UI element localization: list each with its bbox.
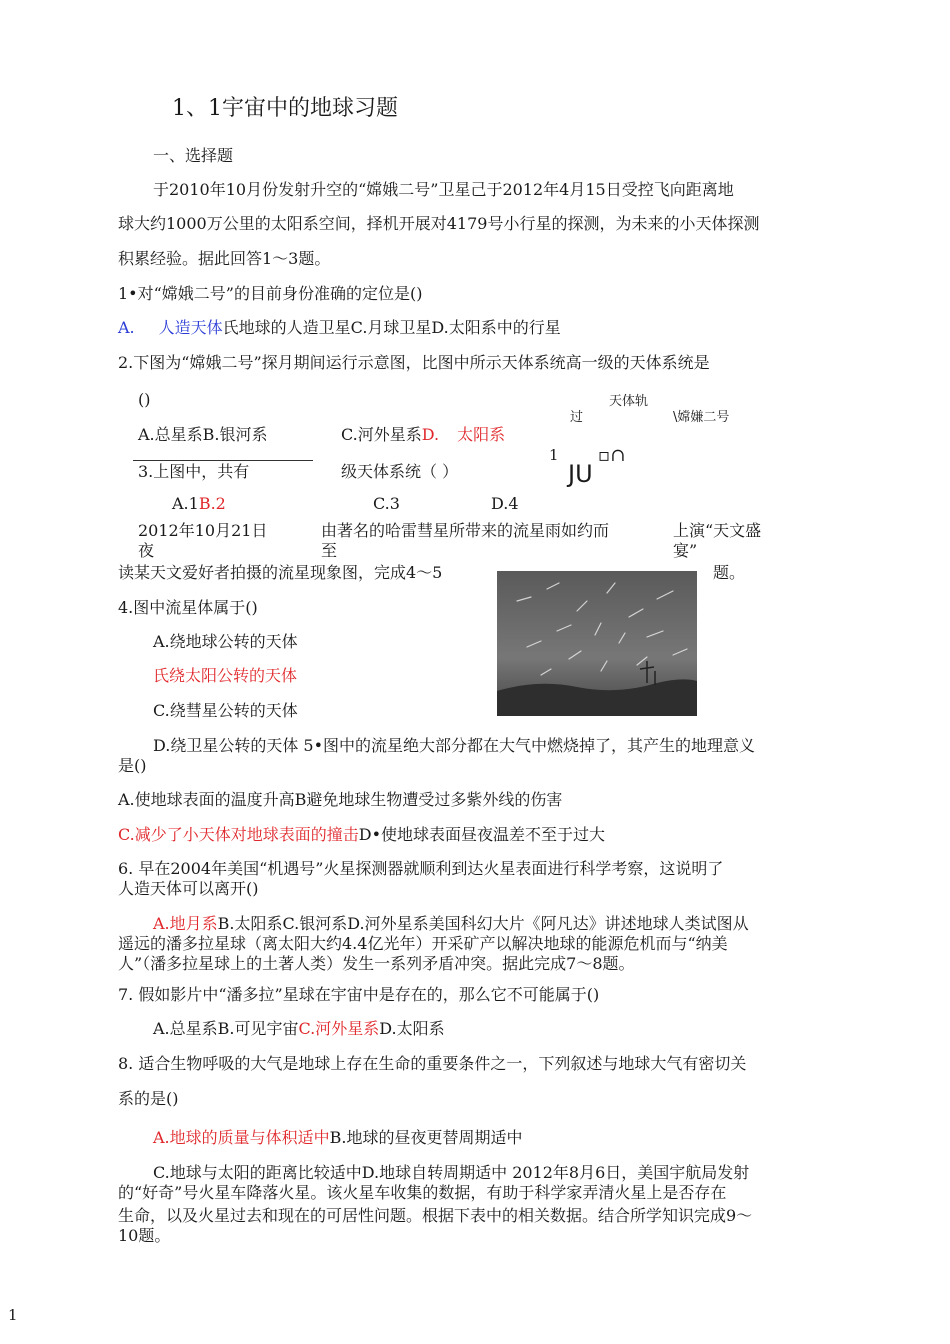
q4-stem: 4.图中流星体属于() xyxy=(118,598,258,617)
diagram-change2-label: \嫦嫌二号 xyxy=(673,410,730,425)
curiosity-intro-line-4: 10题。 xyxy=(118,1226,171,1245)
q8-option-b: B.地球的昼夜更替周期适中 xyxy=(329,1128,523,1147)
q7-option-c: C.河外星系 xyxy=(298,1019,380,1038)
q2-option-d-text: 太阳系 xyxy=(457,425,506,444)
q3-options-ab xyxy=(172,494,226,514)
q3-stem: 3.上图中，共有 xyxy=(138,462,250,481)
q3-stem-continued: 级天体系统（ ） xyxy=(341,462,459,481)
q6-options-line xyxy=(153,914,749,934)
q3-option-a: A.1 xyxy=(172,494,199,513)
divider-line xyxy=(133,460,313,461)
meteor-intro-part3 xyxy=(673,521,762,560)
meteor-intro-part3-cut: 宴” xyxy=(673,541,698,560)
q2-option-c: C.河外星系 xyxy=(341,425,422,444)
page-title: 1、1宇宙中的地球习题 xyxy=(172,96,398,121)
q8-options-ab xyxy=(153,1128,523,1148)
meteor-read-line: 读某天文爱好者拍摄的流星现象图，完成4〜5 xyxy=(118,563,443,582)
meteor-intro-part2-cut: 至 xyxy=(321,541,338,560)
curiosity-intro-line-3: 生命，以及火星过去和现在的可居性问题。根据下表中的相关数据。结合所学知识完成9〜 xyxy=(118,1206,753,1225)
meteor-read-line-end: 题。 xyxy=(713,563,746,582)
q1-stem: 1•对“嫦娥二号”的目前身份准确的定位是() xyxy=(118,284,423,303)
q2-stem: 2.下图为“嫦娥二号”探月期间运行示意图，比图中所示天体系统高一级的天体系统是 xyxy=(118,353,710,372)
meteor-intro-part1-cut: 夜 xyxy=(138,541,155,560)
q3-option-b: B.2 xyxy=(198,494,226,513)
q1-option-a-label: A. xyxy=(118,318,135,337)
q2-option-d-label: D. xyxy=(421,425,440,444)
q7-options-ab: A.总星系B.可见宇宙 xyxy=(153,1019,299,1038)
section-heading: 一、选择题 xyxy=(153,146,234,165)
meteor-intro-part1-text: 2012年10月21日 xyxy=(138,521,268,540)
q2-paren: () xyxy=(138,390,151,409)
q5-options-ab: A.使地球表面的温度升高B避免地球生物遭受过多紫外线的伤害 xyxy=(118,790,563,809)
meteor-intro-part1 xyxy=(138,521,268,560)
q8-line-1: 8. 适合生物呼吸的大气是地球上存在生命的重要条件之一，下列叙述与地球大气有密切关 xyxy=(118,1054,747,1073)
diagram-number-one: 1 xyxy=(549,446,559,464)
q5-option-d: D•使地球表面昼夜温差不至于过大 xyxy=(358,825,606,844)
q7-options xyxy=(153,1019,445,1039)
q7-option-d: D.太阳系 xyxy=(379,1019,445,1038)
q4-option-a: A.绕地球公转的天体 xyxy=(153,632,298,651)
diagram-guo-label: 过 xyxy=(570,410,584,425)
q8-options-cd-curiosity-intro: C.地球与太阳的距离比较适中D.地球自转周期适中 2012年8月6日，美国宇航局发射 xyxy=(153,1163,750,1182)
meteor-intro-part2-text: 由著名的哈雷彗星所带来的流星雨如约而 xyxy=(321,521,610,540)
q8-option-a: A.地球的质量与体积适中 xyxy=(153,1128,330,1147)
q4-option-b: 氏绕太阳公转的天体 xyxy=(153,666,298,685)
diagram-ju-label: JU xyxy=(568,460,593,488)
curiosity-intro-line-2: 的“好奇”号火星车降落火星。该火星车收集的数据，有助于科学家弄清火星上是否存在 xyxy=(118,1183,727,1202)
q7-stem: 7. 假如影片中“潘多拉”星球在宇宙中是存在的，那么它不可能属于() xyxy=(118,985,600,1004)
q5-option-c: C.减少了小天体对地球表面的撞击 xyxy=(118,825,359,844)
intro-line-2: 球大约1000万公里的太阳系空间，择机开展对4179号小行星的探测，为未来的小天体探测 xyxy=(118,214,760,233)
avatar-intro-line-2: 遥远的潘多拉星球（离太阳大约4.4亿光年）开采矿产以解决地球的能源危机而与“纳美 xyxy=(118,934,728,953)
diagram-orbit-label: 天体轨 xyxy=(609,394,649,409)
q1-options-rest: 氏地球的人造卫星C.月球卫星D.太阳系中的行星 xyxy=(222,318,561,337)
q6-line-2: 人造天体可以离开() xyxy=(118,879,259,898)
intro-line-1: 于2010年10月份发射升空的“嫦娥二号”卫星己于2012年4月15日受控飞向距离地 xyxy=(153,180,734,199)
q5-stem-continued: 是() xyxy=(118,756,147,775)
intro-line-3: 积累经验。据此回答1〜3题。 xyxy=(118,249,331,268)
q1-options xyxy=(118,318,561,338)
q6-option-a: A.地月系 xyxy=(153,914,218,933)
q5-options-cd xyxy=(118,825,605,845)
q3-option-c: C.3 xyxy=(373,494,400,513)
meteor-intro-part2 xyxy=(321,521,610,560)
page-number: 1 xyxy=(8,1306,18,1324)
meteor-intro-part3-text: 上演“天文盛 xyxy=(673,521,762,540)
q4-option-d-q5-stem: D.绕卫星公转的天体 5•图中的流星绝大部分都在大气中燃烧掉了，其产生的地理意义 xyxy=(153,736,756,755)
q1-option-a-text: 人造天体 xyxy=(158,318,223,337)
q6-options-rest: B.太阳系C.银河系D.河外星系美国科幻大片《阿凡达》讲述地球人类试图从 xyxy=(217,914,749,933)
q4-option-c: C.绕彗星公转的天体 xyxy=(153,701,298,720)
q2-options-ab: A.总星系B.银河系 xyxy=(138,425,268,444)
q8-line-2: 系的是() xyxy=(118,1089,179,1108)
q3-option-d: D.4 xyxy=(491,494,519,513)
avatar-intro-line-3: 人”（潘多拉星球上的土著人类）发生一系列矛盾冲突。据此完成7〜8题。 xyxy=(118,954,635,973)
meteor-shower-photo xyxy=(497,571,697,716)
q2-options-cd xyxy=(341,425,505,445)
diagram-glyphs: ▫∩ xyxy=(598,445,626,466)
q6-line-1: 6. 早在2004年美国“机遇号”火星探测器就顺利到达火星表面进行科学考察，这说明了 xyxy=(118,859,724,878)
